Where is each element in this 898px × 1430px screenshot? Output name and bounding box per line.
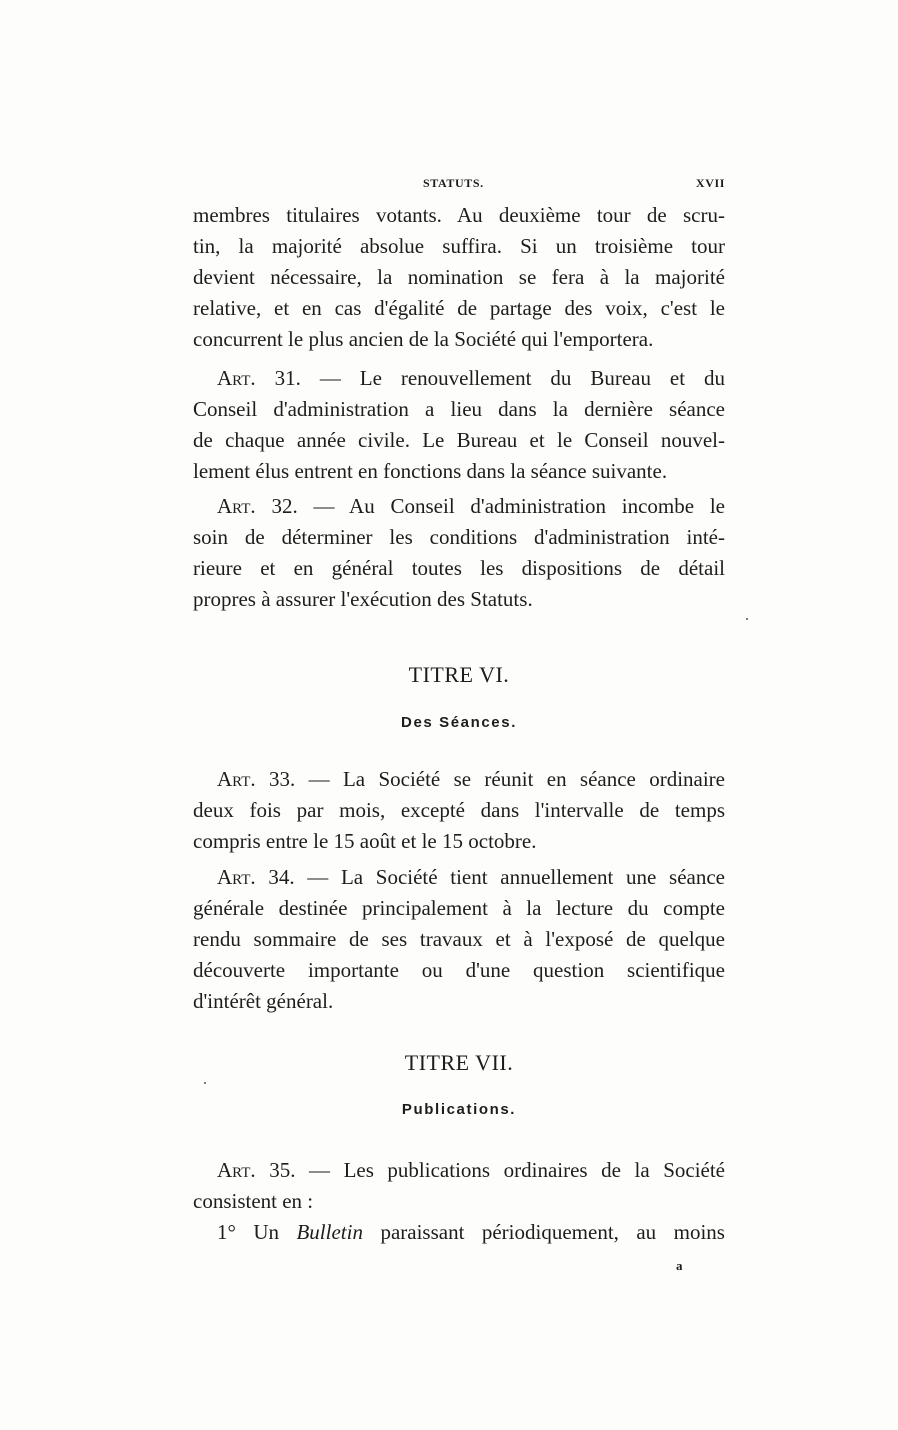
item-italic-title: Bulletin: [296, 1220, 363, 1244]
running-head-title: STATUTS.: [423, 176, 484, 190]
text-line: devient nécessaire, la nomination se fera à la majorité: [193, 265, 725, 289]
section-heading: TITRE VI.: [408, 662, 510, 687]
article-35: [193, 1155, 725, 1248]
article-text: — Au Conseil d'administration incombe le: [297, 494, 725, 518]
text-line: tin, la majorité absolue suffira. Si un troisième tour: [193, 234, 725, 258]
continuation-paragraph: [193, 200, 725, 355]
article-label: Art. 33.: [217, 767, 296, 791]
article-first-line: [193, 363, 725, 394]
section-subtitle: Publications.: [401, 1101, 517, 1118]
text-line: deux fois par mois, excepté dans l'intervalle de temps: [193, 798, 725, 822]
list-item: [193, 1217, 725, 1248]
article-33: [193, 764, 725, 857]
running-head: [193, 176, 725, 192]
text-line: générale destinée principalement à la lecture du compte: [193, 896, 725, 920]
page-number: XVII: [695, 176, 725, 190]
text-line: rieure et en général toutes les dispositions de détail: [193, 556, 725, 580]
text-line: de chaque année civile. Le Bureau et le Conseil nouvel-: [193, 428, 725, 452]
ink-speck: [204, 1082, 206, 1084]
article-first-line: [193, 1155, 725, 1186]
text-line: découverte importante ou d'une question scientifique: [193, 958, 725, 982]
ink-speck: [746, 618, 748, 620]
section-subtitle: Des Séances.: [401, 714, 517, 731]
text-line: d'intérêt général.: [193, 989, 334, 1013]
item-prefix: 1° Un: [217, 1220, 297, 1244]
text-line: concurrent le plus ancien de la Société qui l'emportera.: [193, 327, 654, 351]
text-line: compris entre le 15 août et le 15 octobre.: [193, 829, 537, 853]
article-label: Art. 31.: [217, 366, 301, 390]
article-label: Art. 32.: [217, 494, 298, 518]
text-line: soin de déterminer les conditions d'administration inté-: [193, 525, 725, 549]
text-line: consistent en :: [193, 1189, 314, 1213]
text-line: Conseil d'administration a lieu dans la dernière séance: [193, 397, 725, 421]
article-label: Art. 35.: [217, 1158, 296, 1182]
article-text: — La Société tient annuellement une séance: [294, 865, 725, 889]
text-line: relative, et en cas d'égalité de partage des voix, c'est le: [193, 296, 725, 320]
text-line: rendu sommaire de ses travaux et à l'exposé de quelque: [193, 927, 725, 951]
article-label: Art. 34.: [217, 865, 295, 889]
text-line: propres à assurer l'exécution des Statuts.: [193, 587, 533, 611]
article-text: — La Société se réunit en séance ordinaire: [295, 767, 725, 791]
article-first-line: [193, 491, 725, 522]
article-34: [193, 862, 725, 1017]
article-text: — Les publications ordinaires de la Société: [295, 1158, 725, 1182]
item-text: paraissant périodiquement, au moins: [362, 1220, 725, 1244]
text-line: membres titulaires votants. Au deuxième tour de scru-: [193, 203, 725, 227]
article-first-line: [193, 764, 725, 795]
article-32: [193, 491, 725, 615]
article-31: [193, 363, 725, 487]
article-text: — Le renouvellement du Bureau et du: [300, 366, 725, 390]
section-heading: TITRE VII.: [404, 1050, 514, 1075]
signature-mark: a: [676, 1258, 683, 1273]
text-line: lement élus entrent en fonctions dans la séance suivante.: [193, 459, 668, 483]
article-first-line: [193, 862, 725, 893]
